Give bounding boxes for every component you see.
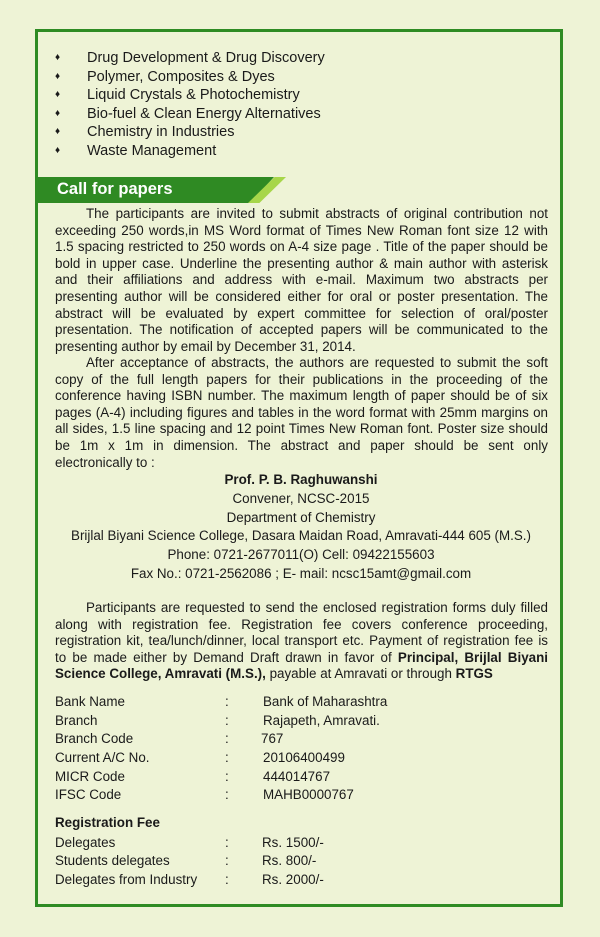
topic-item: ♦ Bio-fuel & Clean Energy Alternatives [55,105,321,122]
topic-item: ♦ Chemistry in Industries [55,124,235,141]
fee-row: Students delegates : Rs. 800/- [55,853,317,869]
fee-row: Delegates from Industry : Rs. 2000/- [55,872,324,888]
contact-phone: Phone: 0721-2677011(O) Cell: 09422155603 [167,547,435,563]
contact-name: Prof. P. B. Raghuwanshi [224,472,378,487]
topic-item: ♦ Drug Development & Drug Discovery [55,50,325,66]
registration-fee-heading: Registration Fee [55,815,160,830]
topic-item: ♦ Polymer, Composites & Dyes [55,68,275,85]
abstract-instructions-paragraph: The participants are invited to submit abstracts of original contribution not exceeding 250 words,in MS Word format of Times New Roman font size 12 with 1.5 spacing restricted to 250 words on A-4 size page . Title of the paper should be bold in upper case. Underline the presenting author & main author with asterisk and their affiliations and address with e-mail. Maximum two abstracts per presenting author will be considered either for oral or poster presentation. The abstract will be evaluated by expert committee for selection of oral/poster presentation. The notification of accepted papers will be communicated to the presenting author by email by December 31, 2014. [55,206,548,354]
diamond-bullet-icon: ♦ [55,89,61,101]
contact-address: Brijlal Biyani Science College, Dasara Maidan Road, Amravati-444 605 (M.S.) [71,528,531,544]
fee-row: Delegates : Rs. 1500/- [55,834,324,850]
contact-role: Convener, NCSC-2015 [232,490,370,506]
topic-item: ♦ Liquid Crystals & Photochemistry [55,87,300,104]
diamond-bullet-icon: ♦ [55,52,61,63]
contact-department: Department of Chemistry [226,509,376,525]
payee-name: Principal, Brijlal Biyani Science College, Amravati (M.S.), [55,649,548,682]
registration-paragraph: Participants are requested to send the enclosed registration forms duly filled along with registration fee. Registration fee covers conference proceeding, registration kit, tea/lunch/dinner, local transport etc. Payment of registration fee is to be made either by Demand Draft drawn in favor of Principal, Brijlal Biyani Science College, Amravati (M.S.), payable at Amravati or through RTGS [55,600,548,682]
diamond-bullet-icon: ♦ [55,107,61,119]
contact-fax-email: Fax No.: 0721-2562086 ; E- mail: ncsc15amt@gmail.com [130,565,472,581]
diamond-bullet-icon: ♦ [55,144,61,156]
rtgs-label: RTGS [455,666,493,682]
topic-item: ♦ Waste Management [55,142,217,159]
diamond-bullet-icon: ♦ [55,70,61,82]
topic-list [55,49,325,161]
diamond-bullet-icon: ♦ [55,126,61,138]
contact-block [40,471,562,584]
registration-fee-table [55,814,324,890]
full-paper-instructions-paragraph: After acceptance of abstracts, the authors are requested to submit the soft copy of the full length papers for their publications in the proceeding of the conference having ISBN number. The maximum length of paper should be of six pages (A-4) including figures and tables in the word format with 25mm margins on all sides, 1.5 line spacing and 12 point Times New Roman font. Poster size should be 1m x 1m in dimension. The abstract and paper should be sent only electronically to : [55,355,548,470]
section-title: Call for papers [57,180,173,198]
